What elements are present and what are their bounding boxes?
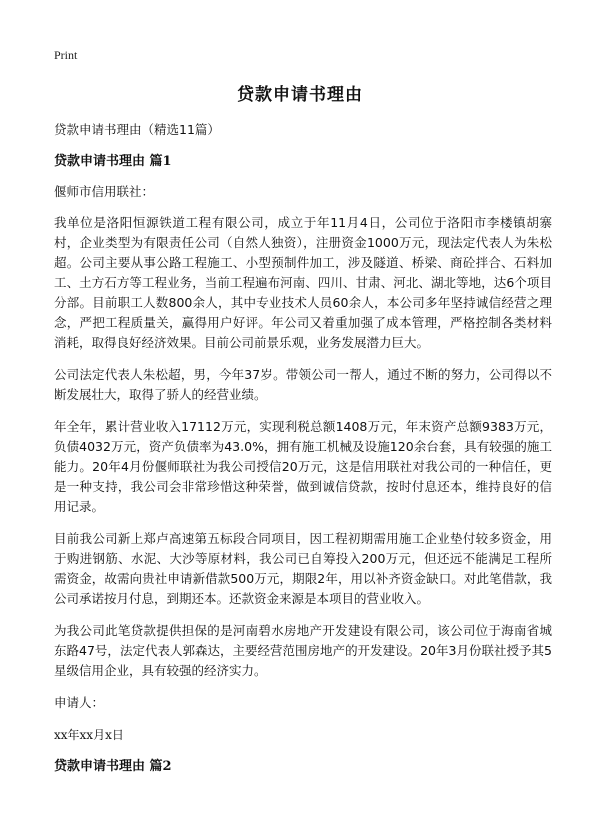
document-title: 贷款申请书理由 <box>237 85 363 105</box>
paragraph-guarantor: 为我公司此笔贷款提供担保的是河南碧水房地产开发建设有限公司，该公司位于海南省城东路47号，法定代表人郭森达，主要经营范围房地产的开发建设。20年3月份联社授予其5星级信用企业，具有较强的经济实力。 <box>54 623 552 678</box>
print-label: Print <box>54 48 78 62</box>
paragraph-loan-purpose: 目前我公司新上郑卢高速第五标段合同项目，因工程初期需用施工企业垫付较多资金，用于购进钢筋、水泥、大沙等原材料，我公司已自筹投入200万元，但还远不能满足工程所需资金，故需向贵社申请新借款500万元，期限2年，用以补齐资金缺口。对此笔借款，我公司承诺按月付息，到期还本。还款资金来源是本项目的营业收入。 <box>54 531 552 606</box>
paragraph-company-intro: 我单位是洛阳恒源铁道工程有限公司，成立于年11月4日，公司位于洛阳市李楼镇胡寨村，企业类型为有限责任公司（自然人独资），注册资金1000万元，现法定代表人为朱松超。公司主要从事公路工程施工、小型预制件加工，涉及隧道、桥梁、商砼拌合、石料加工、土方石方等工程业务，当前工程遍布河南、四川、甘肃、河北、湖北等地，达6个项目分部。目前职工人数800余人，其中专业技术人员60余人，本公司多年坚持诚信经营之理念，严把工程质量关，赢得用户好评。年公司又着重加强了成本管理，严格控制各类材料消耗，取得良好经济效果。目前公司前景乐观，业务发展潜力巨大。 <box>54 215 552 350</box>
applicant-label: 申请人： <box>54 695 105 710</box>
paragraph-financials: 年全年，累计营业收入17112万元，实现利税总额1408万元，年末资产总额9383万元，负债4032万元，资产负债率为43.0%，拥有施工机械及设施120余台套，具有较强的施工能力。20年4月份偃师联社为我公司授信20万元，这是信用联社对我公司的一种信任，更是一种支持，我公司会非常珍惜这种荣誉，做到诚信贷款，按时付息还本，维持良好的信用记录。 <box>54 419 552 514</box>
date-line: xx年xx月x日 <box>54 728 124 742</box>
document-subtitle: 贷款申请书理由（精选11篇） <box>54 122 220 137</box>
section-heading-2: 贷款申请书理由 篇2 <box>54 759 172 774</box>
section-heading-1: 贷款申请书理由 篇1 <box>54 154 172 169</box>
addressee: 偃师市信用联社： <box>54 184 155 199</box>
paragraph-legal-rep: 公司法定代表人朱松超，男，今年37岁。带领公司一帮人，通过不断的努力，公司得以不断发展壮大，取得了骄人的经营业绩。 <box>54 367 552 402</box>
document-body <box>54 120 552 777</box>
